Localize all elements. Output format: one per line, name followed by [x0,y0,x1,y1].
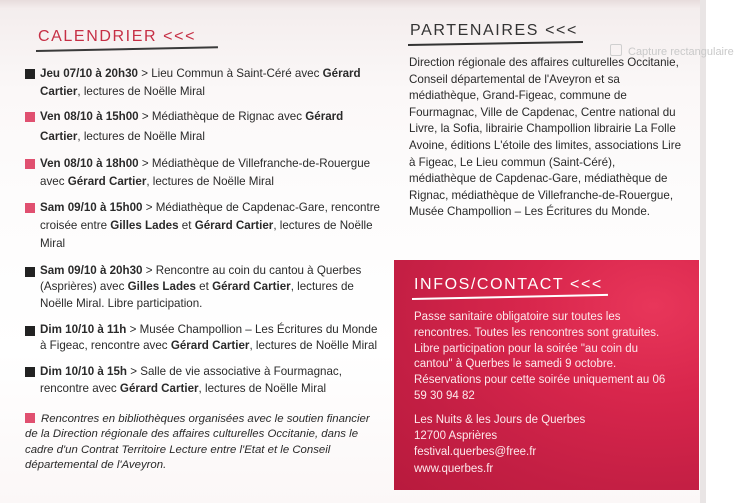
event-date: Jeu 07/10 à 20h30 [40,67,138,80]
event-item: Ven 08/10 à 15h00 > Médiathèque de Rignac avec Gérard Cartier, lectures de Noëlle Miral [25,107,380,147]
event-place: Médiathèque de Capdenac-Gare, rencontre croisée entre [40,201,381,233]
partners-heading-underline [408,41,583,46]
bullet-square-icon [25,112,35,122]
event-item: Ven 08/10 à 18h00 > Médiathèque de Villefranche-de-Rouergue avec Gérard Cartier, lectures de Noëlle Miral [25,155,380,190]
capture-label: Capture rectangulaire [628,46,734,58]
contact-address-block [414,412,679,477]
event-author: Gérard Cartier [40,67,361,98]
calendar-heading-underline [36,46,218,52]
contact-email[interactable]: festival.querbes@free.fr [414,446,537,459]
funding-note [25,412,385,473]
event-date: Dim 10/10 à 15h [40,364,128,378]
top-edge [0,0,706,8]
right-edge-strip [700,0,706,503]
event-place: Médiathèque de Villefranche-de-Rouergue avec [40,157,371,188]
contact-address: 12700 Asprières [414,430,498,443]
contact-heading [414,276,603,294]
event-place: Lieu Commun à Saint-Céré avec [151,67,323,80]
contact-website[interactable]: www.querbes.fr [414,462,494,475]
event-place: Musée Champollion – Les Écritures du Monde à Figeac, rencontre avec [40,322,378,352]
bullet-square-icon [25,267,35,277]
bullet-square-icon [25,326,35,336]
event-item: Sam 09/10 à 20h30 > Rencontre au coin du cantou à Querbes (Asprières) avec Gilles Lades et Gérard Cartier, lectures de Noëlle Miral. Libre participation. [25,263,380,313]
calendar-heading-text: CALENDRIER <<< [38,28,197,45]
event-place: Rencontre au coin du cantou à Querbes (Asprières) avec [40,263,362,294]
event-item: Jeu 07/10 à 20h30 > Lieu Commun à Saint-Céré avec Gérard Cartier, lectures de Noëlle Miral [25,65,380,100]
calendar-heading [38,28,196,46]
event-item: Dim 10/10 à 11h > Musée Champollion – Les Écritures du Monde à Figeac, rencontre avec Gérard Cartier, lectures de Noëlle Miral [25,322,380,354]
contact-org: Les Nuits & les Jours de Querbes [414,414,586,426]
event-author-2: Gérard Cartier [194,219,274,233]
partners-heading [410,22,578,40]
bullet-square-icon [25,69,35,79]
event-place: Salle de vie associative à Fourmagnac, rencontre avec [40,364,342,396]
calendar-list [25,65,380,398]
contact-info-text: Passe sanitaire obligatoire sur toutes les rencontres. Toutes les rencontres sont gratuites. Libre participation pour la soirée "au coin du cantou" à Querbes le samedi 9 octobre. Réservations pour cette soirée uniquement au 06 59 30 94 82 [414,311,666,402]
event-author: Gérard Cartier [170,338,250,352]
event-item: Sam 09/10 à 15h00 > Médiathèque de Capdenac-Gare, rencontre croisée entre Gilles Lades et Gérard Cartier, lectures de Noëlle Miral [25,199,380,252]
event-date: Dim 10/10 à 11h [40,322,127,336]
partners-heading-text: PARTENAIRES <<< [410,22,578,39]
event-author: Gilles Lades [110,219,179,233]
bullet-square-icon [25,159,35,169]
event-date: Ven 08/10 à 18h00 [40,157,139,171]
event-author: Gérard Cartier [40,110,344,144]
partners-text: Direction régionale des affaires culturelles Occitanie, Conseil départemental de l'Aveyron et sa médiathèque, Grand-Figeac, commune de Fourmagnac, Ville de Capdenac, Centre national du Livre, la Sofia, librairie Champollion librairie La Folle Avoine, éditions L'étoile des limites, associations Lire à Figeac, Le Lieu commun (Saint-Céré), médiathèque de Capdenac-Gare, médiathèque de Rignac, médiathèque de Villefranche-de-Rouergue, Musée Champollion – Les Écritures du Monde. [409,56,682,219]
funding-note-text: Rencontres en bibliothèques organisées avec le soutien financier de la Direction régionale des affaires culturelles Occitanie, dans le cadre d'un Contrat Territoire Lecture entre l'Etat et le Conseil départemental de l'Aveyron. [25,413,370,471]
contact-box [394,260,699,490]
capture-tooltip[interactable] [610,42,734,62]
event-place: Médiathèque de Rignac avec [151,110,306,124]
capture-rect-icon [610,44,622,56]
bullet-square-icon [25,367,35,377]
bullet-square-icon [25,203,35,213]
contact-heading-underline [412,294,608,300]
bullet-square-icon [25,413,35,423]
event-author-2: Gérard Cartier [212,280,291,294]
event-author: Gérard Cartier [67,174,147,188]
event-date: Ven 08/10 à 15h00 [40,110,139,124]
contact-heading-text: INFOS/CONTACT <<< [414,276,603,293]
event-author: Gérard Cartier [119,382,199,396]
event-author: Gilles Lades [127,280,196,294]
event-date: Sam 09/10 à 15h00 [40,201,143,215]
event-date: Sam 09/10 à 20h30 [40,263,143,277]
event-item: Dim 10/10 à 15h > Salle de vie associative à Fourmagnac, rencontre avec Gérard Cartier, lectures de Noëlle Miral [25,363,380,398]
